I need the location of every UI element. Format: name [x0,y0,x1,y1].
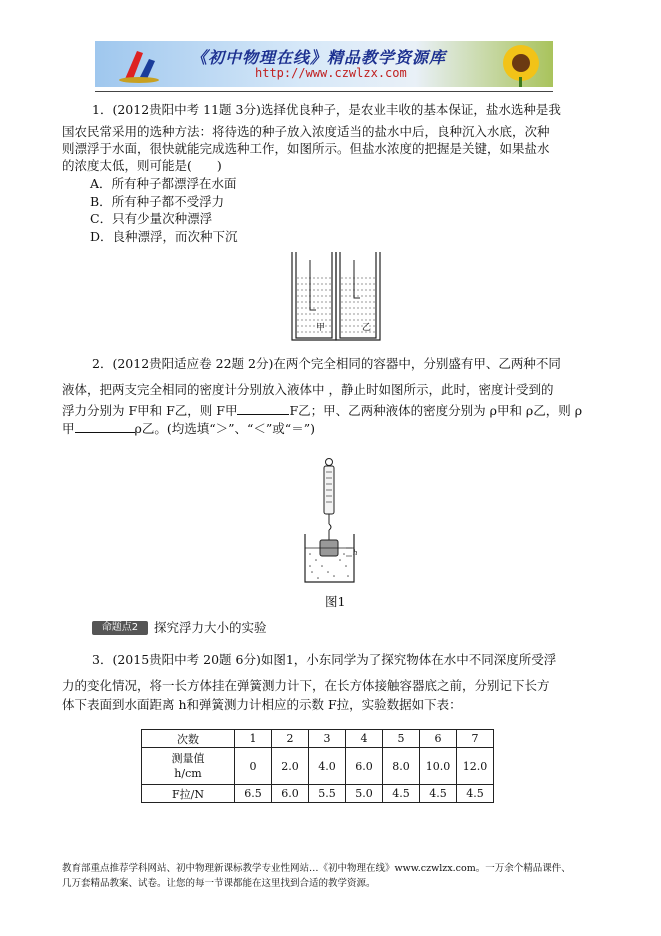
table-cell: 0 [235,748,272,785]
q1-option-a: A．所有种子都漂浮在水面 [90,176,237,191]
table-cell: 2.0 [272,748,309,785]
q1-line2: 国农民常采用的选种方法：将待选的种子放入浓度适当的盐水中后，良种沉入水底，次种 [62,124,550,139]
q2-line4-part2: ρ乙。(均选填“＞”、“＜”或“＝”) [134,421,315,436]
table-cell: 4.5 [457,785,494,803]
header-rule [95,91,553,92]
q2-line4-part1: 甲 [62,421,75,436]
q2-line3 [62,402,582,419]
q1-line4: 的浓度太低，则可能是( ) [62,158,222,173]
table-cell: 5.5 [309,785,346,803]
table-cell: 2 [272,730,309,748]
q1-option-c: C．只有少量次种漂浮 [90,211,213,226]
q2-head: 2．(2012贵阳适应卷 22题 2分)在两个完全相同的容器中，分别盛有甲、乙两种不同 [92,356,561,371]
q1-option-b: B．所有种子都不受浮力 [90,194,225,209]
answer-blank-2[interactable] [75,420,135,433]
table-cell: 1 [235,730,272,748]
q2-line3-part2: F乙；甲、乙两种液体的密度分别为 ρ甲和 ρ乙，则 ρ [289,403,583,418]
table-cell: 4.0 [309,748,346,785]
sunflower-icon [489,41,553,87]
table-cell: 5.0 [346,785,383,803]
q1-head: 1．(2012贵阳中考 11题 3分)选择优良种子，是农业丰收的基本保证，盐水选种是我 [92,102,561,117]
table-cell: 3 [309,730,346,748]
q1-option-d: D．良种漂浮，而次种下沉 [90,229,238,244]
table-row [142,748,494,785]
footer [62,861,602,891]
q3-line2: 力的变化情况，将一长方体挂在弹簧测力计下，在长方体接触容器底之前，分别记下长方 [62,678,550,693]
table-cell: 6.0 [346,748,383,785]
q2-line4 [62,420,315,437]
table-cell: F拉/N [142,785,235,803]
section-title: 探究浮力大小的实验 [154,620,267,635]
table-cell: 7 [457,730,494,748]
banner-url[interactable]: http://www.czwlzx.com [255,66,407,80]
table-cell: 4.5 [420,785,457,803]
logo-icon [117,45,165,83]
table-cell: 4.5 [383,785,420,803]
table-cell: 12.0 [457,748,494,785]
table-cell: 次数 [142,730,235,748]
header-banner [95,41,553,87]
table-cell: 5 [383,730,420,748]
table-cell: 6 [420,730,457,748]
fig-label-jia: 甲 [316,323,326,333]
answer-blank-1[interactable] [237,402,289,415]
table-cell: 测量值 h/cm [142,748,235,785]
q2-line2: 液体，把两支完全相同的密度计分别放入液体中 ，静止时如图所示，此时，密度计受到的 [62,382,554,397]
fig-h-label: h [353,549,358,557]
footer-line-1: 教育部重点推荐学科网站、初中物理新课标教学专业性网站…《初中物理在线》www.czwlzx.com。一万余个精品课件、 [62,863,571,874]
q2-line3-part1: 浮力分别为 F甲和 F乙，则 F甲 [62,403,238,418]
q3-head: 3．(2015贵阳中考 20题 6分)如图1，小东同学为了探究物体在水中不同深度所受浮 [92,652,557,667]
spring-scale-figure [300,456,360,588]
table-cell: 6.0 [272,785,309,803]
q3-line3: 体下表面到水面距离 h和弹簧测力计相应的示数 F拉，实验数据如下表： [62,697,462,712]
table-row [142,785,494,803]
table-cell: 10.0 [420,748,457,785]
table-cell: 8.0 [383,748,420,785]
fig-label-yi: 乙 [362,323,372,333]
table-cell: 6.5 [235,785,272,803]
banner-title: 《初中物理在线》精品教学资源库 [191,48,447,67]
figure-1-caption: 图1 [325,594,346,609]
q1-beakers-figure [290,250,382,342]
data-table [141,729,494,803]
table-cell: 4 [346,730,383,748]
table-row [142,730,494,748]
q1-line3: 则漂浮于水面，很快就能完成选种工作，如图所示。但盐水浓度的把握是关键，如果盐水 [62,141,550,156]
footer-line-2: 几万套精品教案、试卷。让您的每一节课都能在这里找到合适的教学资源。 [62,878,376,889]
section-tag: 命题点2 [92,621,148,635]
